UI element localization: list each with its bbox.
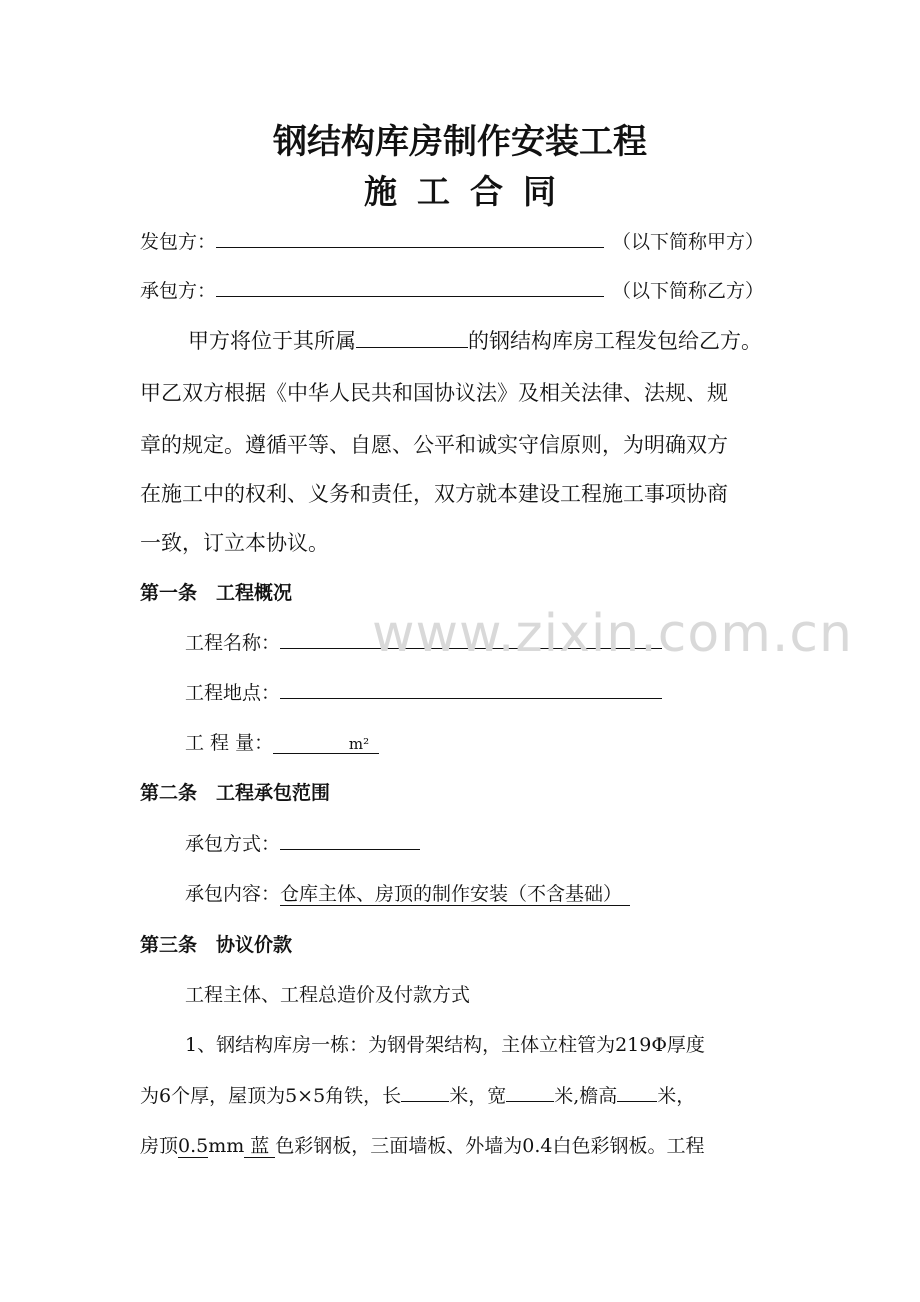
preamble-text: 的钢结构库房工程发包给乙方。 (468, 329, 762, 353)
item-text: 米，宽 (449, 1085, 507, 1107)
length-blank (401, 1081, 449, 1102)
party-b-blank (216, 276, 604, 297)
preamble-line-5: 一致，订立本协议。 (140, 531, 329, 555)
project-location-blank (280, 678, 662, 699)
article-3-subtitle: 工程主体、工程总造价及付款方式 (185, 984, 471, 1006)
party-a-row (140, 227, 764, 254)
preamble-text: 甲方将位于其所属 (188, 329, 356, 353)
party-b-label: 承包方： (140, 280, 217, 302)
document-title: 钢结构库房制作安装工程 (273, 122, 647, 162)
item-text: 米,檐高 (554, 1085, 618, 1107)
preamble-line-1 (188, 325, 762, 355)
width-blank (506, 1081, 554, 1102)
article-3-heading: 第三条 协议价款 (140, 934, 293, 956)
item-text: 米， (657, 1085, 696, 1107)
owner-blank (356, 327, 468, 348)
project-quantity-row (185, 728, 379, 755)
item-1-line-3 (140, 1131, 705, 1158)
preamble-line-4: 在施工中的权利、义务和责任，双方就本建设工程施工事项协商 (140, 482, 728, 506)
party-a-blank (216, 227, 604, 248)
article-2-heading: 第二条 工程承包范围 (140, 782, 331, 804)
project-location-label: 工程地点： (185, 682, 281, 704)
project-location-row (185, 678, 662, 705)
preamble-line-3: 章的规定。遵循平等、自愿、公平和诚实守信原则，为明确双方 (140, 433, 728, 457)
item-text: mm (208, 1135, 245, 1157)
watermark: www.zixin.com.cn (372, 604, 853, 664)
article-1-heading: 第一条 工程概况 (140, 582, 293, 604)
roof-thickness: 0.5 (178, 1135, 209, 1157)
eave-height-blank (617, 1081, 657, 1102)
item-1-line-1: 1、钢结构库房一栋：为钢骨架结构，主体立柱管为219Φ厚度 (185, 1034, 705, 1056)
preamble-line-2: 甲乙双方根据《中华人民共和国协议法》及相关法律、法规、规 (140, 381, 728, 405)
document-subtitle: 施工合同 (364, 172, 576, 211)
project-quantity-label: 工 程 量： (185, 732, 274, 754)
contract-method-blank (280, 829, 420, 850)
item-text: 色彩钢板，三面墙板、外墙为0.4白色彩钢板。工程 (275, 1135, 705, 1157)
contract-method-row (185, 829, 420, 856)
party-b-row (140, 276, 764, 303)
party-a-label: 发包方： (140, 231, 217, 253)
project-name-label: 工程名称： (185, 632, 281, 654)
item-text: 房顶 (140, 1135, 179, 1157)
party-b-note: （以下简称乙方） (612, 280, 765, 302)
contract-content-value: 仓库主体、房顶的制作安装（不含基础） (280, 883, 630, 906)
roof-color: 蓝 (244, 1135, 275, 1158)
item-1-line-2 (140, 1081, 695, 1108)
party-a-note: （以下简称甲方） (612, 231, 765, 253)
contract-method-label: 承包方式： (185, 833, 281, 855)
contract-content-row (185, 879, 630, 906)
quantity-unit: m² (273, 735, 379, 754)
item-text: 为6个厚，屋顶为5×5角铁，长 (140, 1085, 402, 1107)
contract-content-label: 承包内容： (185, 883, 281, 905)
